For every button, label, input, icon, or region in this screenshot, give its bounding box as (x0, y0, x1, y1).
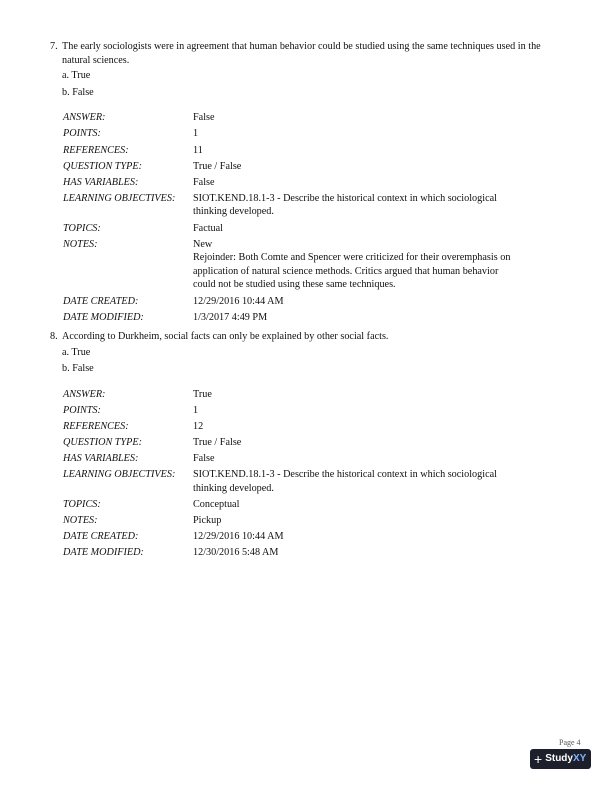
meta-value: Factual (193, 222, 223, 234)
question-text (50, 330, 570, 344)
meta-value: False (193, 112, 215, 124)
meta-value: SIOT.KEND.18.1-3 - Describe the historical context in which sociological thinking developed. (193, 192, 497, 218)
meta-value: 12/30/2016 5:48 AM (193, 547, 279, 559)
meta-points (63, 127, 570, 141)
meta-key: HAS VARIABLES: (63, 453, 139, 465)
meta-points (63, 404, 570, 418)
badge-study-text: Study (545, 753, 573, 765)
meta-value: 1 (193, 128, 199, 140)
question-8 (50, 330, 570, 562)
meta-value: True / False (193, 160, 242, 172)
meta-key: NOTES: (63, 238, 98, 250)
meta-topics (63, 222, 570, 236)
meta-key: QUESTION TYPE: (63, 437, 142, 449)
meta-value: Pickup (193, 515, 222, 527)
meta-date-modified (63, 546, 570, 560)
meta-key: ANSWER: (63, 112, 106, 124)
meta-value: Conceptual (193, 498, 240, 510)
meta-answer (63, 111, 570, 125)
badge-xy-text: XY (572, 753, 587, 765)
meta-value: 12 (193, 420, 204, 432)
meta-key: POINTS: (63, 404, 101, 416)
meta-learning-objectives (63, 468, 570, 495)
meta-question-type (63, 160, 570, 174)
meta-key: DATE CREATED: (63, 531, 139, 543)
meta-value: 1/3/2017 4:49 PM (193, 311, 268, 323)
meta-value: 1 (193, 404, 199, 416)
option-a: a. True (62, 346, 91, 358)
question-prompt: According to Durkheim, social facts can only be explained by other social facts. (62, 331, 389, 342)
meta-value: False (193, 453, 215, 465)
meta-value: False (193, 176, 215, 188)
option-b: b. False (62, 86, 94, 98)
meta-date-created (63, 530, 570, 544)
meta-value: 11 (193, 144, 203, 156)
question-number: 7. (50, 41, 58, 52)
meta-notes (63, 514, 570, 528)
meta-value: SIOT.KEND.18.1-3 - Describe the historical context in which sociological thinking developed. (193, 469, 497, 494)
question-metadata (63, 388, 570, 560)
meta-references (63, 420, 570, 434)
studyxy-badge[interactable] (530, 749, 591, 769)
meta-has-variables (63, 176, 570, 190)
meta-answer (63, 388, 570, 402)
meta-date-created (63, 295, 570, 309)
question-metadata (63, 111, 570, 324)
meta-key: TOPICS: (63, 222, 101, 234)
answer-options (62, 346, 570, 376)
question-7 (50, 40, 570, 327)
meta-key: QUESTION TYPE: (63, 160, 142, 172)
meta-key: LEARNING OBJECTIVES: (63, 192, 176, 204)
meta-topics (63, 498, 570, 512)
plus-icon: + (534, 751, 543, 767)
meta-question-type (63, 436, 570, 450)
meta-key: DATE MODIFIED: (63, 547, 144, 559)
option-a: a. True (62, 70, 91, 82)
meta-key: NOTES: (63, 515, 98, 527)
meta-date-modified (63, 311, 570, 325)
meta-notes (63, 238, 570, 292)
meta-value: True / False (193, 437, 242, 449)
meta-key: REFERENCES: (63, 420, 129, 432)
page-number: Page 4 (559, 738, 581, 747)
meta-has-variables (63, 452, 570, 466)
meta-key: DATE CREATED: (63, 295, 139, 307)
meta-key: TOPICS: (63, 498, 101, 510)
notes-status: New (193, 238, 213, 250)
answer-options (62, 69, 570, 99)
meta-key: DATE MODIFIED: (63, 311, 144, 323)
question-number: 8. (50, 331, 58, 342)
option-b: b. False (62, 363, 94, 375)
question-prompt: The early sociologists were in agreement that human behavior could be studied using the same techniques used in the natural sciences. (62, 41, 541, 66)
meta-key: ANSWER: (63, 388, 106, 400)
meta-value (193, 238, 523, 292)
notes-rejoinder: Rejoinder: Both Comte and Spencer were criticized for their overemphasis on application of natural science methods. Critics argued that human behavior could not be studied using these same techniques. (193, 252, 511, 291)
meta-references (63, 144, 570, 158)
question-text (50, 40, 570, 67)
meta-value: 12/29/2016 10:44 AM (193, 531, 284, 543)
meta-key: REFERENCES: (63, 144, 129, 156)
meta-key: POINTS: (63, 128, 101, 140)
meta-value: True (193, 388, 212, 400)
meta-learning-objectives (63, 192, 570, 219)
meta-key: HAS VARIABLES: (63, 176, 139, 188)
meta-value: 12/29/2016 10:44 AM (193, 295, 284, 307)
meta-key: LEARNING OBJECTIVES: (63, 469, 176, 481)
